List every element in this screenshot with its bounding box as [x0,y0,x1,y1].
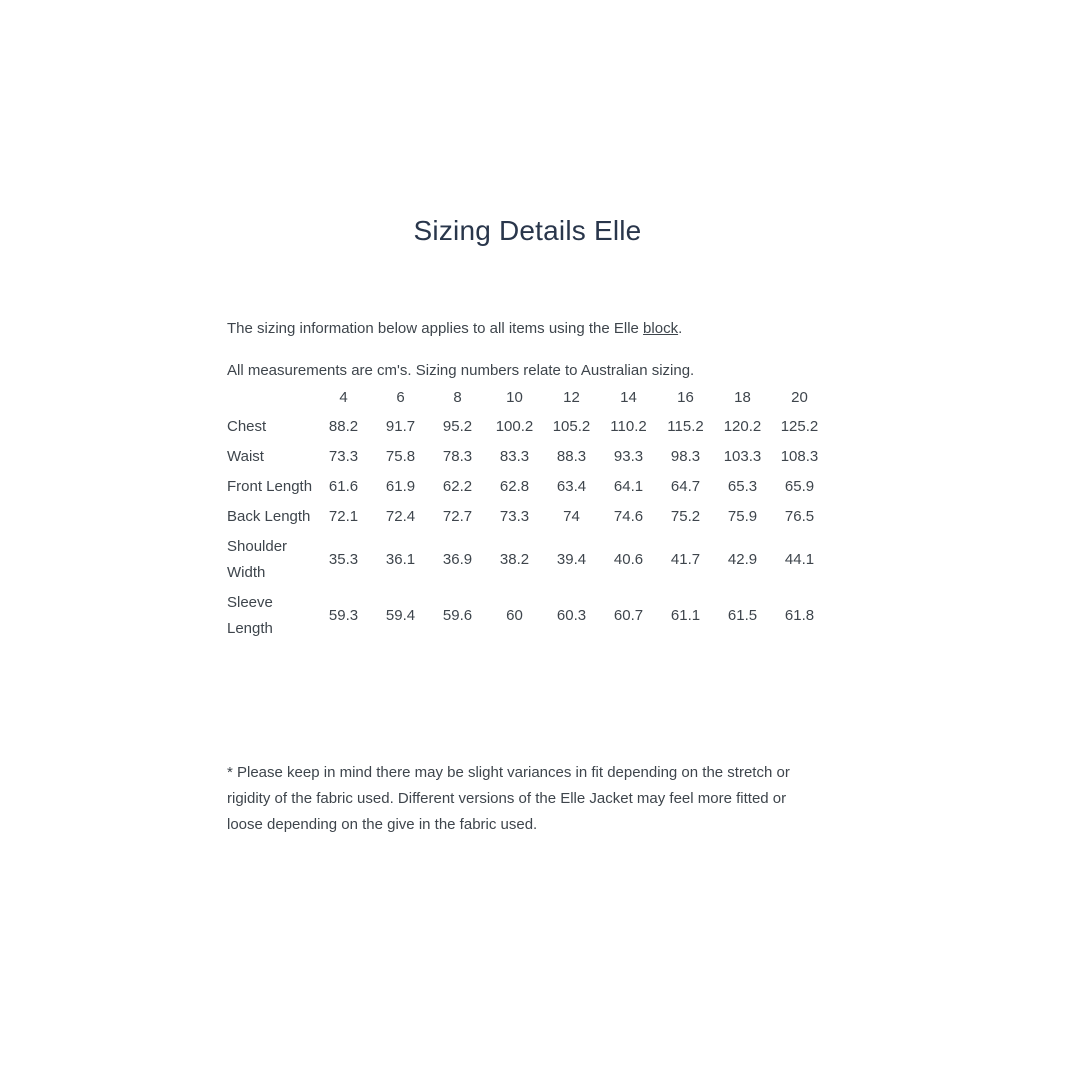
measurements-note: All measurements are cm's. Sizing numbers relate to Australian sizing. [227,362,695,379]
block-link[interactable]: block [643,320,679,337]
size-table-body [227,412,828,644]
measurement-cell: 62.2 [442,478,473,495]
measurement-cell: 44.1 [784,551,815,568]
table-row [227,412,828,442]
size-column-header: 20 [791,389,808,406]
size-column-header: 12 [563,389,580,406]
measurement-cell: 39.4 [556,551,587,568]
table-row [227,442,828,472]
measurement-cell: 115.2 [667,418,704,435]
measurement-cell: 60 [506,607,523,624]
size-table-header-row [227,384,828,412]
measurement-row-label: Sleeve Length [227,594,273,637]
measurement-cell: 60.7 [613,607,644,624]
measurement-cell: 74 [563,508,580,525]
table-row [227,502,828,532]
measurement-row-label: Front Length [227,478,313,495]
measurement-cell: 73.3 [328,448,359,465]
measurement-row-label: Waist [227,448,264,465]
measurement-cell: 72.4 [385,508,416,525]
size-column-header: 18 [734,389,751,406]
measurement-cell: 63.4 [556,478,587,495]
size-column-header: 6 [396,389,405,406]
measurement-cell: 95.2 [442,418,473,435]
measurement-cell: 74.6 [613,508,644,525]
measurement-cell: 61.5 [727,607,758,624]
size-column-header: 8 [453,389,462,406]
measurement-cell: 64.7 [670,478,701,495]
size-column-header: 10 [506,389,523,406]
measurement-cell: 75.8 [385,448,416,465]
measurement-cell: 72.1 [328,508,359,525]
measurement-cell: 59.4 [385,607,416,624]
footnote-line: * Please keep in mind there may be slight variances in fit depending on the stretch or [227,764,790,781]
table-corner-cell [227,384,315,412]
size-table [227,384,828,644]
measurement-row-label: Shoulder Width [227,538,288,581]
page-title: Sizing Details Elle [413,215,642,246]
size-table-head [227,384,828,412]
measurement-cell: 41.7 [670,551,701,568]
footnote-line: loose depending on the give in the fabric used. [227,816,538,833]
size-column-header: 16 [677,389,694,406]
measurement-cell: 61.1 [670,607,701,624]
measurement-cell: 91.7 [385,418,416,435]
measurement-cell: 65.3 [727,478,758,495]
measurement-cell: 73.3 [499,508,530,525]
measurement-cell: 59.3 [328,607,359,624]
measurement-cell: 105.2 [552,418,591,435]
size-column-header: 14 [620,389,637,406]
measurement-cell: 103.3 [723,448,762,465]
measurement-cell: 61.8 [784,607,815,624]
measurement-cell: 75.2 [670,508,701,525]
measurement-cell: 83.3 [499,448,530,465]
measurement-cell: 61.9 [385,478,416,495]
measurement-cell: 38.2 [499,551,530,568]
measurement-cell: 108.3 [780,448,819,465]
table-row [227,532,828,588]
intro-text-after-link: . [678,320,683,337]
measurement-cell: 61.6 [328,478,359,495]
measurement-cell: 42.9 [727,551,758,568]
measurement-cell: 76.5 [784,508,815,525]
measurement-cell: 88.2 [328,418,359,435]
footnote [227,760,867,838]
measurement-cell: 100.2 [495,418,534,435]
measurement-cell: 35.3 [328,551,359,568]
measurement-cell: 59.6 [442,607,473,624]
measurement-cell: 78.3 [442,448,473,465]
measurement-cell: 65.9 [784,478,815,495]
measurement-cell: 36.1 [385,551,416,568]
measurement-cell: 98.3 [670,448,701,465]
measurement-cell: 88.3 [556,448,587,465]
intro-text-before-link: The sizing information below applies to all items using the Elle [227,320,644,337]
measurement-cell: 93.3 [613,448,644,465]
measurement-cell: 62.8 [499,478,530,495]
table-row [227,472,828,502]
measurement-cell: 36.9 [442,551,473,568]
measurement-cell: 75.9 [727,508,758,525]
size-column-header: 4 [339,389,348,406]
table-row [227,588,828,644]
measurement-row-label: Chest [227,418,267,435]
measurement-cell: 72.7 [442,508,473,525]
measurement-cell: 125.2 [780,418,819,435]
measurement-row-label: Back Length [227,508,311,525]
measurement-cell: 40.6 [613,551,644,568]
measurement-cell: 64.1 [613,478,644,495]
measurement-cell: 120.2 [723,418,762,435]
footnote-line: rigidity of the fabric used. Different versions of the Elle Jacket may feel more fitted or [227,790,787,807]
measurement-cell: 110.2 [610,418,647,435]
measurement-cell: 60.3 [556,607,587,624]
intro-paragraph [227,319,867,339]
